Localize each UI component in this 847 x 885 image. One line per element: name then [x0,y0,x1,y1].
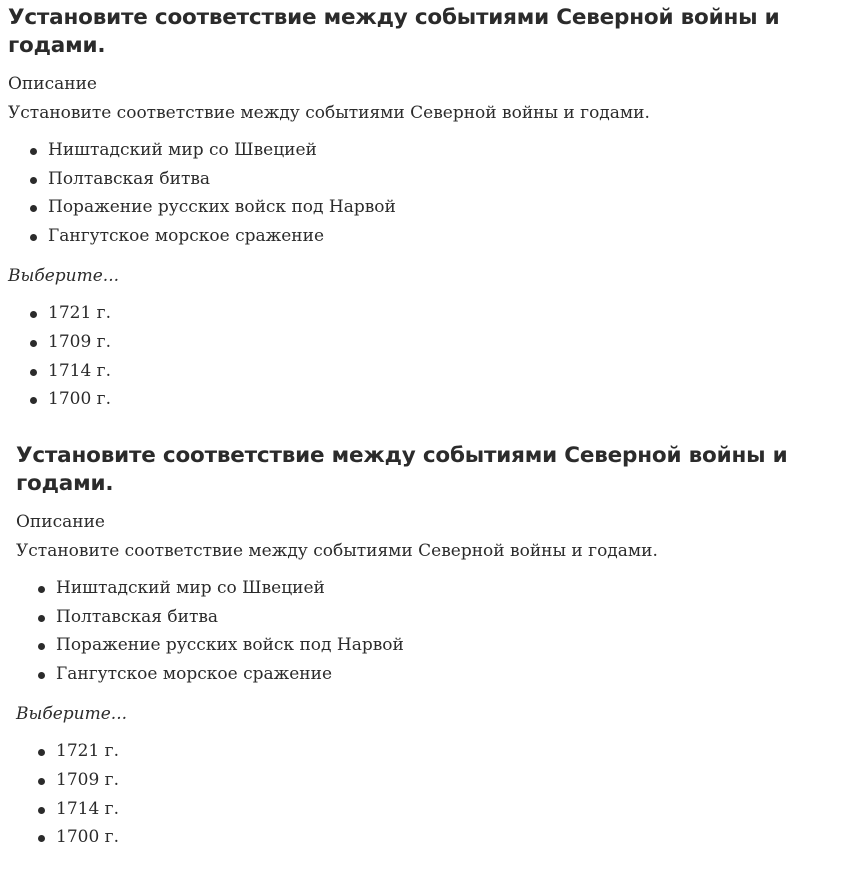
select-hint: Выберите... [16,704,127,725]
events-list [16,574,836,688]
years-list [8,299,828,413]
event-item: Ништадский мир со Швецией [8,136,828,165]
year-item: 1721 г. [8,299,828,328]
year-item: 1709 г. [8,328,828,357]
year-item: 1700 г. [8,385,828,414]
event-item: Гангутское морское сражение [8,222,828,251]
event-item: Гангутское морское сражение [16,660,836,689]
description-label: Описание [8,74,97,94]
task-block [16,442,836,852]
year-item: 1721 г. [16,737,836,766]
task-title: Установите соответствие между событиями Северной войны и годами. [8,5,780,58]
event-item: Полтавская битва [8,165,828,194]
description-text: Установите соответствие между событиями Северной войны и годами. [16,541,658,561]
year-item: 1714 г. [16,795,836,824]
description-text: Установите соответствие между событиями Северной войны и годами. [8,103,650,123]
task-block [8,4,828,414]
task-title: Установите соответствие между событиями Северной войны и годами. [16,443,788,496]
event-item: Полтавская битва [16,603,836,632]
year-item: 1700 г. [16,823,836,852]
year-item: 1714 г. [8,357,828,386]
event-item: Ништадский мир со Швецией [16,574,836,603]
select-hint: Выберите... [8,266,119,287]
event-item: Поражение русских войск под Нарвой [8,193,828,222]
events-list [8,136,828,250]
year-item: 1709 г. [16,766,836,795]
description-label: Описание [16,512,105,532]
years-list [16,737,836,851]
event-item: Поражение русских войск под Нарвой [16,631,836,660]
